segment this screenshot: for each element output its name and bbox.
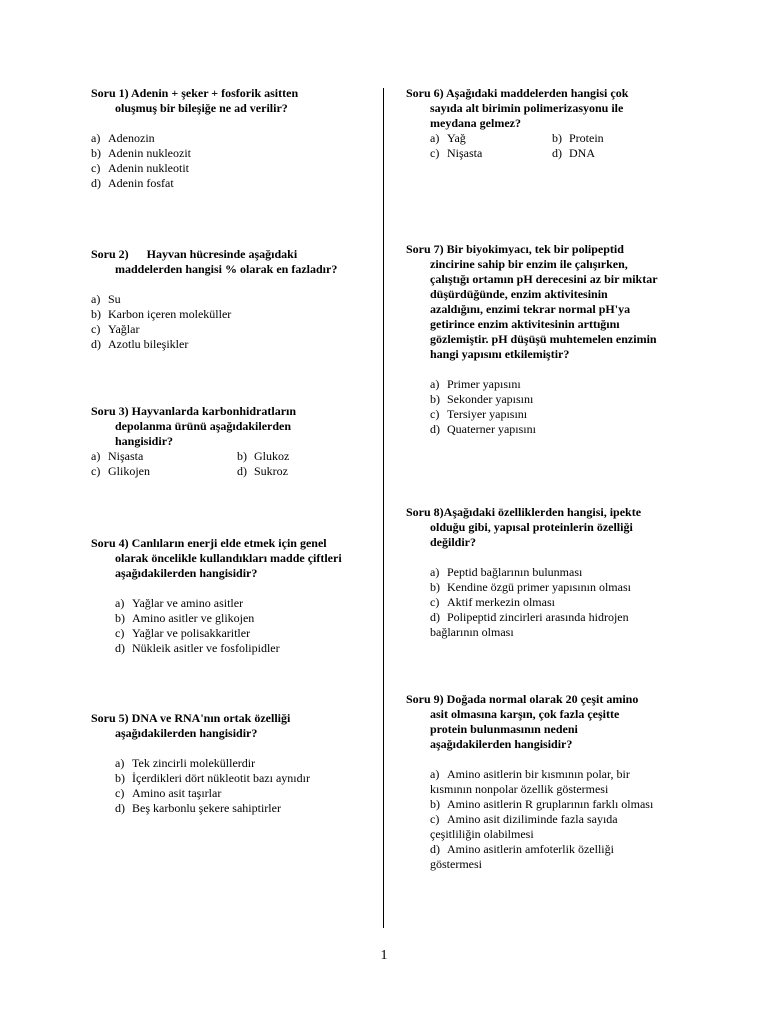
option-text: Yağlar ve polisakkaritler (132, 626, 251, 640)
question-title-line: Soru 9) Doğada normal olarak 20 çeşit amino (406, 692, 639, 706)
question-title-line: Soru 8)Aşağıdaki özelliklerden hangisi, ipekte (406, 505, 642, 519)
option-text: Amino asitlerin bir kısmının polar, bir (447, 767, 630, 781)
option-c (430, 146, 482, 161)
question-title-line: protein bulunmasının nedeni (430, 722, 578, 736)
question-title-line: hangisidir? (115, 434, 174, 448)
option-b (91, 307, 337, 322)
option-c (91, 464, 150, 479)
option-a (430, 565, 641, 580)
question-6 (406, 86, 670, 161)
question-title-line: asit olmasına karşın, çok fazla çeşitte (430, 707, 620, 721)
question-title-line: gözlemiştir. pH düşüşü muhtemelen enzimin (430, 332, 657, 346)
option-d (552, 146, 595, 161)
option-text: Adenin nukleotit (108, 161, 189, 175)
question-1 (91, 86, 298, 191)
option-d (91, 337, 337, 352)
option-label: a) (430, 377, 440, 391)
option-d-continuation: bağlarının olması (430, 625, 514, 639)
option-label: a) (115, 756, 125, 770)
option-c (430, 812, 653, 827)
option-a-continuation: kısmının nonpolar özellik göstermesi (430, 782, 609, 796)
question-title-line: Soru 6) Aşağıdaki maddelerden hangisi çok (406, 86, 629, 100)
question-title-line: Soru 2) Hayvan hücresinde aşağıdaki (91, 247, 298, 261)
question-title-line: hangi yapısını etkilemiştir? (430, 347, 570, 361)
option-text: DNA (569, 146, 595, 160)
question-title-line: Soru 1) Adenin + şeker + fosforik asitten (91, 86, 299, 100)
option-text: Adenin fosfat (108, 176, 174, 190)
option-label: c) (430, 595, 440, 609)
option-b (91, 146, 298, 161)
option-b (237, 449, 289, 464)
question-title-line: zincirine sahip bir enzim ile çalışırken, (430, 257, 628, 271)
option-label: c) (430, 146, 440, 160)
option-c (91, 322, 337, 337)
option-text: Nişasta (447, 146, 483, 160)
option-c-continuation: çeşitliliğin olabilmesi (430, 827, 534, 841)
question-2-title (91, 247, 337, 277)
option-text: Su (108, 292, 121, 306)
option-text: Aktif merkezin olması (447, 595, 555, 609)
option-text: Sekonder yapısını (447, 392, 534, 406)
question-title-line: düşürdüğünde, enzim aktivitesinin (430, 287, 608, 301)
option-text: Adenozin (108, 131, 155, 145)
question-title-line: Soru 3) Hayvanlarda karbonhidratların (91, 404, 297, 418)
option-label: a) (91, 131, 101, 145)
option-a (430, 377, 658, 392)
option-label: c) (115, 626, 125, 640)
question-4 (91, 536, 342, 656)
question-7 (406, 242, 658, 437)
question-1-title (91, 86, 298, 116)
option-label: b) (91, 146, 101, 160)
option-text: Amino asit taşırlar (132, 786, 222, 800)
option-c (91, 161, 298, 176)
question-title-line: Soru 7) Bir biyokimyacı, tek bir polipeptid (406, 242, 624, 256)
option-label: c) (115, 786, 125, 800)
question-title-line: aşağıdakilerden hangisidir? (115, 566, 258, 580)
option-label: d) (237, 464, 247, 478)
option-c (115, 786, 310, 801)
question-9 (406, 692, 653, 872)
option-text: Amino asitler ve glikojen (132, 611, 255, 625)
option-label: b) (552, 131, 562, 145)
question-8-title (406, 505, 641, 550)
option-label: b) (430, 580, 440, 594)
option-text: Nükleik asitler ve fosfolipidler (132, 641, 280, 655)
question-3 (91, 404, 351, 479)
option-a (91, 131, 298, 146)
option-text: Sukroz (254, 464, 288, 478)
option-b (430, 797, 653, 812)
question-6-title (406, 86, 670, 131)
option-label: b) (91, 307, 101, 321)
option-label: c) (91, 464, 101, 478)
option-text: Azotlu bileşikler (108, 337, 189, 351)
option-text: Protein (569, 131, 604, 145)
question-5-title (91, 711, 310, 741)
option-label: d) (430, 842, 440, 856)
question-title-line: getirince enzim aktivitesinin arttığını (430, 317, 620, 331)
option-label: d) (91, 337, 101, 351)
question-8 (406, 505, 641, 640)
option-label: a) (91, 292, 101, 306)
question-title-line: meydana gelmez? (430, 116, 521, 130)
option-label: b) (115, 611, 125, 625)
option-text: Amino asit diziliminde fazla sayıda (447, 812, 618, 826)
question-title-line: aşağıdakilerden hangisidir? (115, 726, 258, 740)
option-text: Yağ (447, 131, 466, 145)
option-c (430, 595, 641, 610)
option-d (115, 641, 342, 656)
option-label: c) (91, 161, 101, 175)
question-title-line: Soru 5) DNA ve RNA'nın ortak özelliği (91, 711, 291, 725)
option-label: b) (430, 797, 440, 811)
option-text: Amino asitlerin R gruplarının farklı olması (447, 797, 654, 811)
question-title-line: olarak öncelikle kullandıkları madde çiftleri (115, 551, 342, 565)
question-4-title (91, 536, 342, 581)
option-a (430, 767, 653, 782)
option-label: a) (115, 596, 125, 610)
question-title-line: olduğu gibi, yapısal proteinlerin özelliği (430, 520, 633, 534)
option-d (430, 422, 658, 437)
option-d-continuation: göstermesi (430, 857, 482, 871)
option-a (430, 131, 466, 146)
option-a (115, 756, 310, 771)
option-a (115, 596, 342, 611)
question-title-line: çalıştığı ortamın pH derecesini az bir miktar (430, 272, 658, 286)
option-b (115, 611, 342, 626)
page-number: 1 (380, 948, 388, 963)
option-c (430, 407, 658, 422)
option-label: a) (430, 131, 440, 145)
option-b (430, 580, 641, 595)
question-title-line: sayıda alt birimin polimerizasyonu ile (430, 101, 624, 115)
option-text: Karbon içeren moleküller (108, 307, 232, 321)
option-label: d) (430, 610, 440, 624)
option-text: Tersiyer yapısını (447, 407, 528, 421)
option-a (91, 292, 337, 307)
option-text: Nişasta (108, 449, 144, 463)
option-label: a) (430, 767, 440, 781)
option-text: Polipeptid zincirleri arasında hidrojen (447, 610, 629, 624)
question-title-line: değildir? (430, 535, 477, 549)
option-label: d) (115, 801, 125, 815)
option-label: a) (430, 565, 440, 579)
question-3-title (91, 404, 351, 449)
option-text: Yağlar ve amino asitler (132, 596, 244, 610)
question-7-title (406, 242, 658, 362)
option-label: c) (430, 812, 440, 826)
option-text: Tek zincirli moleküllerdir (132, 756, 256, 770)
question-title-line: depolanma ürünü aşağıdakilerden (115, 419, 292, 433)
option-text: Primer yapısını (447, 377, 521, 391)
option-label: b) (430, 392, 440, 406)
option-text: Adenin nukleozit (108, 146, 191, 160)
question-2 (91, 247, 337, 352)
question-title-line: maddelerden hangisi % olarak en fazladır? (115, 262, 338, 276)
option-text: Quaterner yapısını (447, 422, 536, 436)
option-label: d) (430, 422, 440, 436)
column-divider (383, 88, 384, 928)
option-label: c) (430, 407, 440, 421)
option-text: Kendine özgü primer yapısının olması (447, 580, 631, 594)
option-b (552, 131, 604, 146)
question-title-line: Soru 4) Canlıların enerji elde etmek için genel (91, 536, 327, 550)
option-text: Glukoz (254, 449, 290, 463)
option-text: Yağlar (108, 322, 140, 336)
option-b (430, 392, 658, 407)
option-label: d) (115, 641, 125, 655)
option-text: Amino asitlerin amfoterlik özelliği (447, 842, 614, 856)
option-label: c) (91, 322, 101, 336)
option-a (91, 449, 143, 464)
option-text: Peptid bağlarının bulunması (447, 565, 583, 579)
option-label: b) (237, 449, 247, 463)
option-d (430, 842, 653, 857)
question-9-title (406, 692, 653, 752)
question-title-line: azaldığını, enzimi tekrar normal pH'ya (430, 302, 631, 316)
option-text: Beş karbonlu şekere sahiptirler (132, 801, 281, 815)
option-label: d) (552, 146, 562, 160)
option-b (115, 771, 310, 786)
option-c (115, 626, 342, 641)
option-text: İçerdikleri dört nükleotit bazı aynıdır (132, 771, 310, 785)
question-title-line: oluşmuş bir bileşiğe ne ad verilir? (115, 101, 288, 115)
question-title-line: aşağıdakilerden hangisidir? (430, 737, 573, 751)
option-label: a) (91, 449, 101, 463)
option-text: Glikojen (108, 464, 150, 478)
option-label: b) (115, 771, 125, 785)
option-label: d) (91, 176, 101, 190)
option-d (91, 176, 298, 191)
option-d (237, 464, 288, 479)
option-d (115, 801, 310, 816)
question-5 (91, 711, 310, 816)
option-d (430, 610, 641, 625)
